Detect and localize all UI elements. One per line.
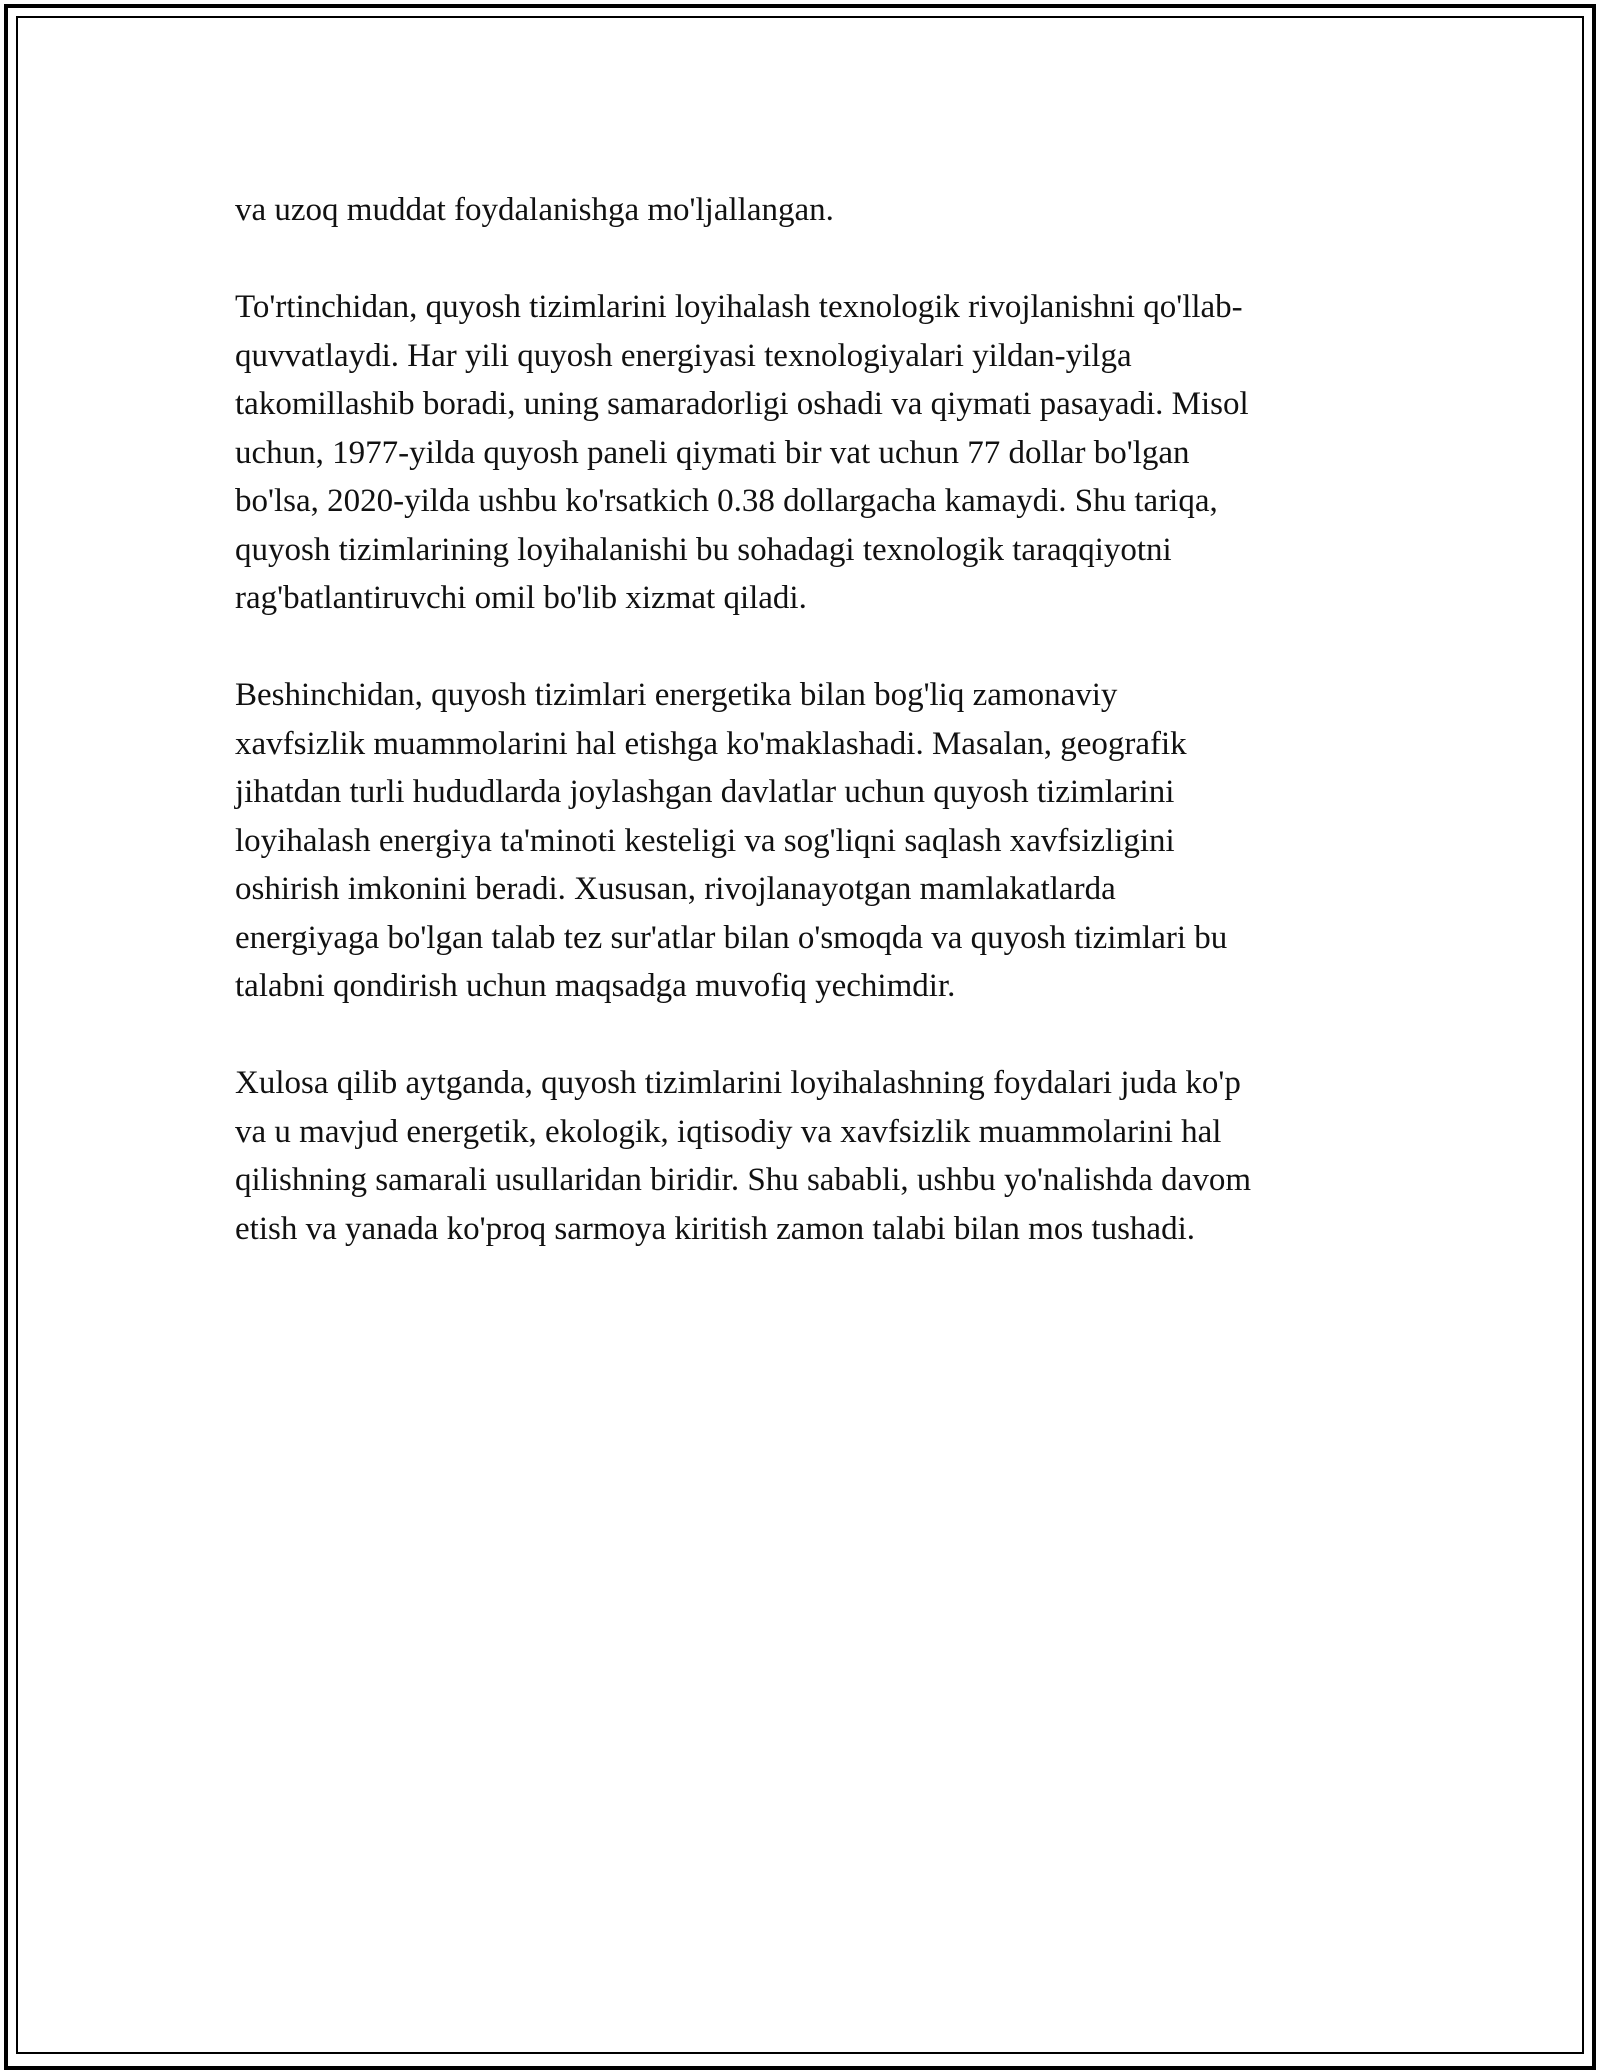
text-line: quyosh tizimlarining loyihalanishi bu sohadagi texnologik taraqqiyotni	[235, 531, 1172, 568]
text-line: To'rtinchidan, quyosh tizimlarini loyihalash texnologik rivojlanishni qo'llab-	[235, 289, 1243, 325]
text-line: oshirish imkonini beradi. Xususan, rivojlanayotgan mamlakatlarda	[235, 871, 1116, 907]
text-line: etish va yanada ko'proq sarmoya kiritish zamon talabi bilan mos tushadi.	[235, 1210, 1195, 1247]
text-line: uchun, 1977-yilda quyosh paneli qiymati bir vat uchun 77 dollar bo'lgan	[235, 434, 1190, 471]
text-line: bo'lsa, 2020-yilda ushbu ko'rsatkich 0.38 dollargacha kamaydi. Shu tariqa,	[235, 483, 1218, 519]
text-line: energiyaga bo'lgan talab tez sur'atlar bilan o'smoqda va quyosh tizimlari bu	[235, 919, 1228, 956]
paragraph-conclusion	[235, 1059, 1385, 1253]
text-line: rag'batlantiruvchi omil bo'lib xizmat qiladi.	[235, 580, 807, 616]
text-line: Beshinchidan, quyosh tizimlari energetika bilan bog'liq zamonaviy	[235, 677, 1118, 713]
text-line: jihatdan turli hududlarda joylashgan davlatlar uchun quyosh tizimlarini	[235, 774, 1175, 810]
paragraph-fourth-point	[235, 283, 1385, 623]
text-line: qilishning samarali usullaridan biridir. Shu sababli, ushbu yo'nalishda davom	[235, 1162, 1251, 1198]
text-line: va u mavjud energetik, ekologik, iqtisodiy va xavfsizlik muammolarini hal	[235, 1113, 1222, 1150]
text-line: takomillashib boradi, uning samaradorligi oshadi va qiymati pasayadi. Misol	[235, 386, 1249, 422]
text-line: talabni qondirish uchun maqsadga muvofiq yechimdir.	[235, 968, 956, 1004]
text-line: va uzoq muddat foydalanishga mo'ljallangan.	[235, 192, 834, 228]
text-line: loyihalash energiya ta'minoti kesteligi va sog'liqni saqlash xavfsizligini	[235, 822, 1175, 859]
text-line: quvvatlaydi. Har yili quyosh energiyasi texnologiyalari yildan-yilga	[235, 337, 1132, 374]
document-body	[235, 186, 1385, 1302]
paragraph-continuation	[235, 186, 1385, 235]
paragraph-fifth-point	[235, 671, 1385, 1011]
text-line: xavfsizlik muammolarini hal etishga ko'maklashadi. Masalan, geografik	[235, 725, 1187, 762]
text-line: Xulosa qilib aytganda, quyosh tizimlarini loyihalashning foydalari juda ko'p	[235, 1065, 1241, 1101]
